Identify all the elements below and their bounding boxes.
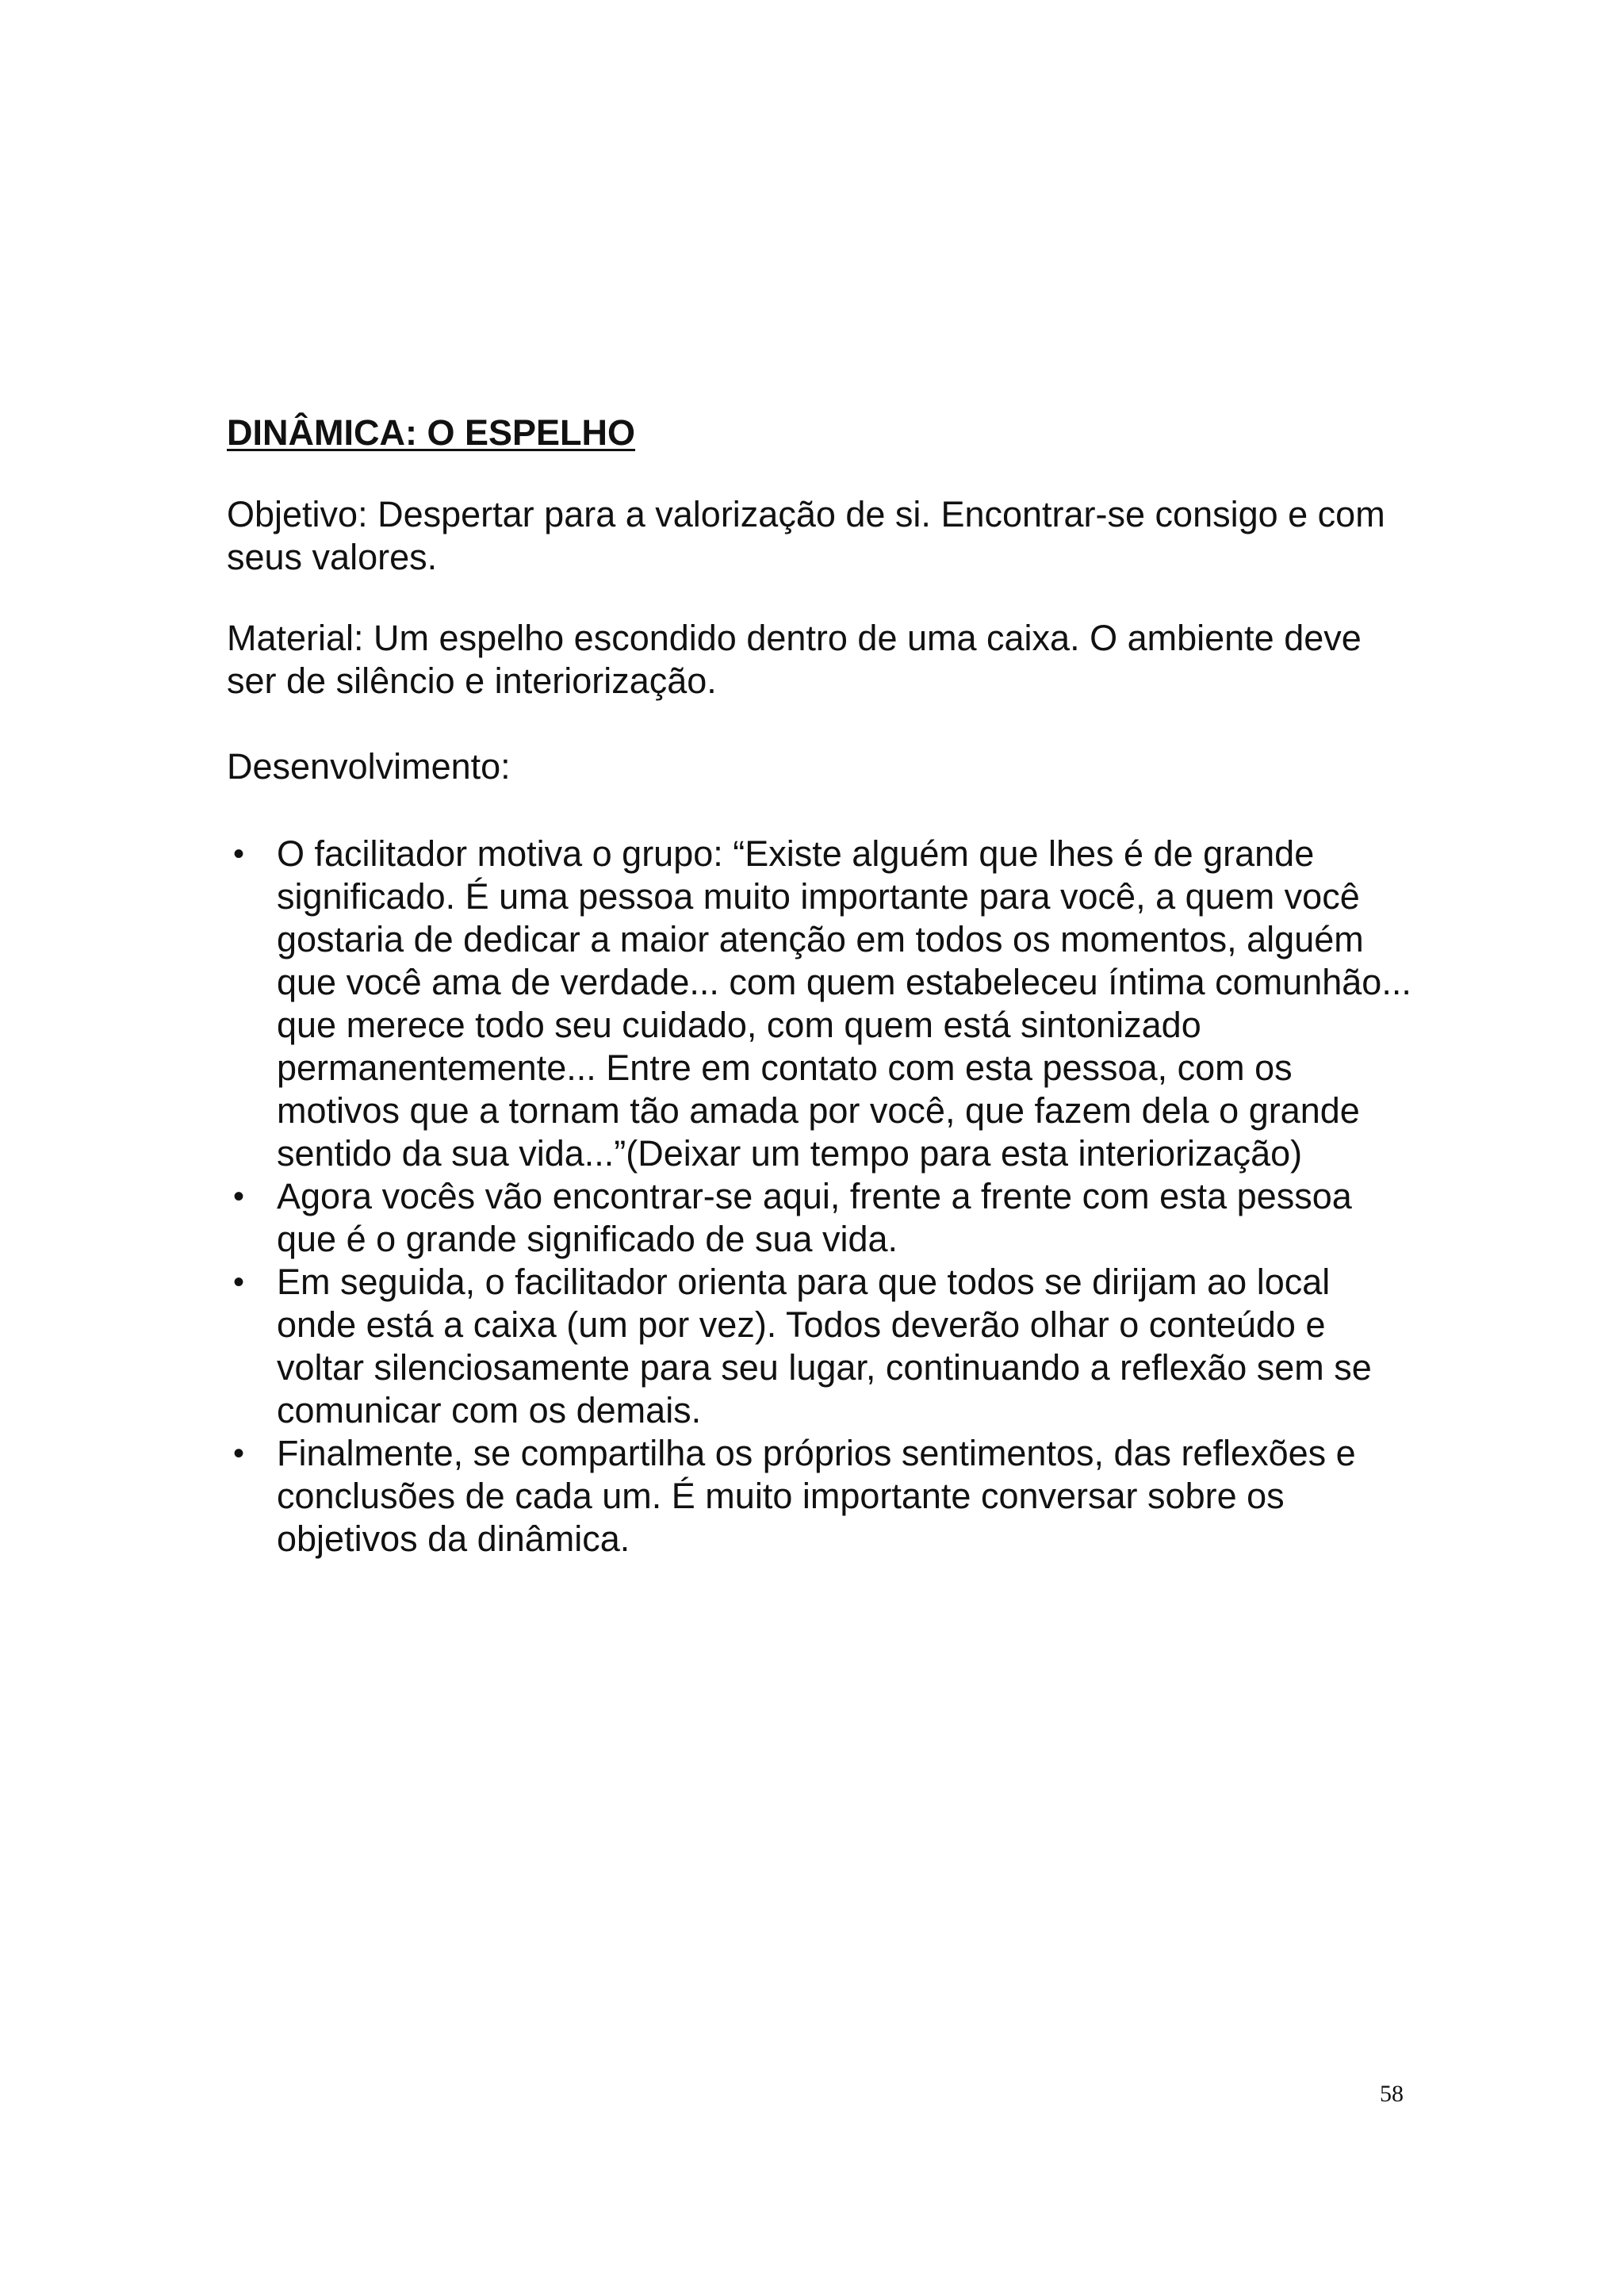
bullet-icon: •: [232, 837, 244, 871]
list-item-text: Finalmente, se compartilha os próprios sentimentos, das reflexões e conclusões de cada um. É muito importante conversar sobre os objetivos da dinâmica.: [277, 1433, 1356, 1559]
page-title: DINÂMICA: O ESPELHO: [227, 412, 636, 453]
development-heading: Desenvolvimento:: [227, 746, 511, 787]
list-item: [227, 1261, 1416, 1432]
list-item: [227, 833, 1416, 1175]
bullet-icon: •: [232, 1265, 244, 1300]
steps-list: [227, 833, 1416, 1561]
bullet-icon: •: [232, 1179, 244, 1214]
page-content: [227, 411, 1416, 1561]
objective-paragraph: Objetivo: Despertar para a valorização de si. Encontrar-se consigo e com seus valores.: [227, 494, 1385, 577]
list-item: [227, 1432, 1416, 1561]
page-number: 58: [1380, 2081, 1404, 2107]
list-item: [227, 1175, 1416, 1261]
list-item-text: Em seguida, o facilitador orienta para que todos se dirijam ao local onde está a caixa (um por vez). Todos deverão olhar o conteúdo e voltar silenciosamente para seu lugar, continuando a reflexão sem se comunicar com os demais.: [277, 1262, 1372, 1430]
material-paragraph: Material: Um espelho escondido dentro de uma caixa. O ambiente deve ser de silêncio e interiorização.: [227, 618, 1362, 701]
list-item-text: O facilitador motiva o grupo: “Existe alguém que lhes é de grande significado. É uma pessoa muito importante para você, a quem você gostaria de dedicar a maior atenção em todos os momentos, alguém que você ama de verdade... com quem estabeleceu íntima comunhão... que merece todo seu cuidado, com quem está sintonizado permanentemente... Entre em contato com esta pessoa, com os motivos que a tornam tão amada por você, que fazem dela o grande sentido da sua vida...”(Deixar um tempo para esta interiorização): [277, 833, 1411, 1174]
bullet-icon: •: [232, 1436, 244, 1471]
list-item-text: Agora vocês vão encontrar-se aqui, frente a frente com esta pessoa que é o grande significado de sua vida.: [277, 1176, 1352, 1259]
